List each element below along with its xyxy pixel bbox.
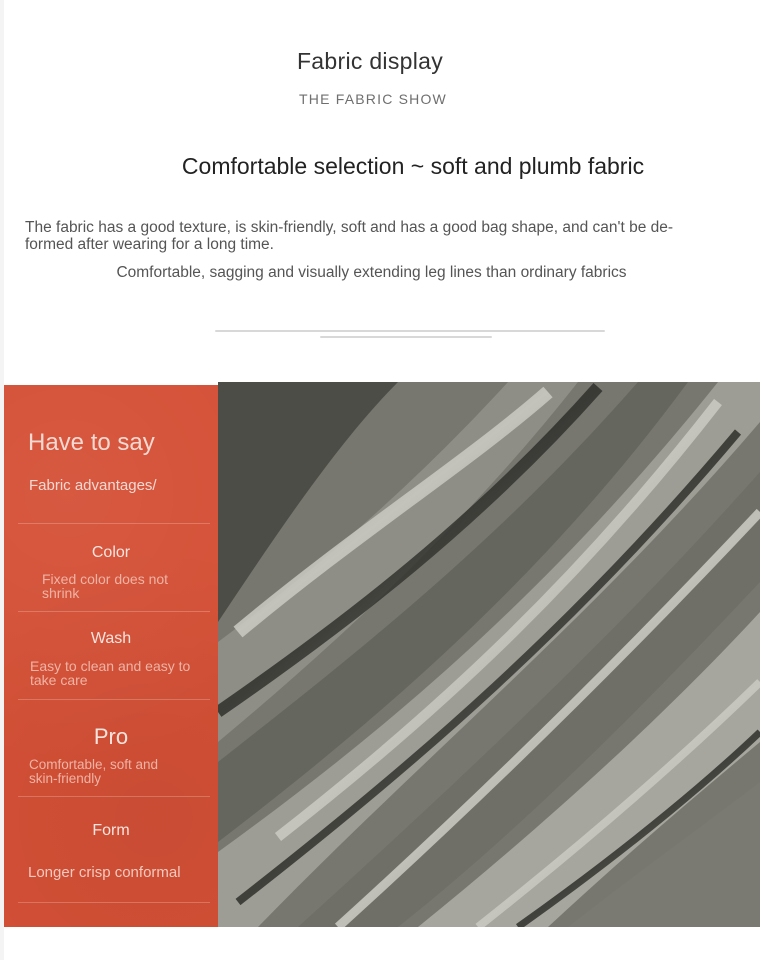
feature-desc-color: Fixed color does not shrink — [42, 571, 169, 601]
feature-name-color: Color — [91, 544, 131, 561]
panel-title: Have to say — [28, 429, 155, 456]
divider — [18, 523, 210, 524]
intro-paragraph-1: The fabric has a good texture, is skin-friendly, soft and has a good bag shape, and can't be de-formed after wearing for a long time. — [25, 219, 674, 253]
divider — [18, 699, 210, 700]
feature-name-form: Form — [92, 822, 130, 839]
section-title: Fabric display — [296, 48, 444, 74]
divider — [18, 611, 210, 612]
divider — [18, 902, 210, 903]
feature-desc-pro: Comfortable, soft and skin-friendly — [29, 757, 159, 786]
panel-subtitle: Fabric advantages/ — [29, 477, 157, 494]
section-subtitle: THE FABRIC SHOW — [299, 91, 447, 107]
fabric-texture — [218, 382, 760, 927]
fabric-photo — [218, 382, 760, 927]
fine-print-decoration — [215, 330, 605, 346]
feature-name-wash: Wash — [90, 630, 132, 647]
feature-desc-wash: Easy to clean and easy to take care — [30, 658, 191, 688]
advantages-panel — [4, 385, 218, 927]
intro-paragraph-2: Comfortable, sagging and visually extending leg lines than ordinary fabrics — [116, 264, 627, 281]
feature-desc-form: Longer crisp conformal — [28, 864, 181, 881]
feature-name-pro: Pro — [93, 724, 129, 749]
divider — [18, 796, 210, 797]
intro-headline: Comfortable selection ~ soft and plumb fabric — [181, 153, 645, 179]
